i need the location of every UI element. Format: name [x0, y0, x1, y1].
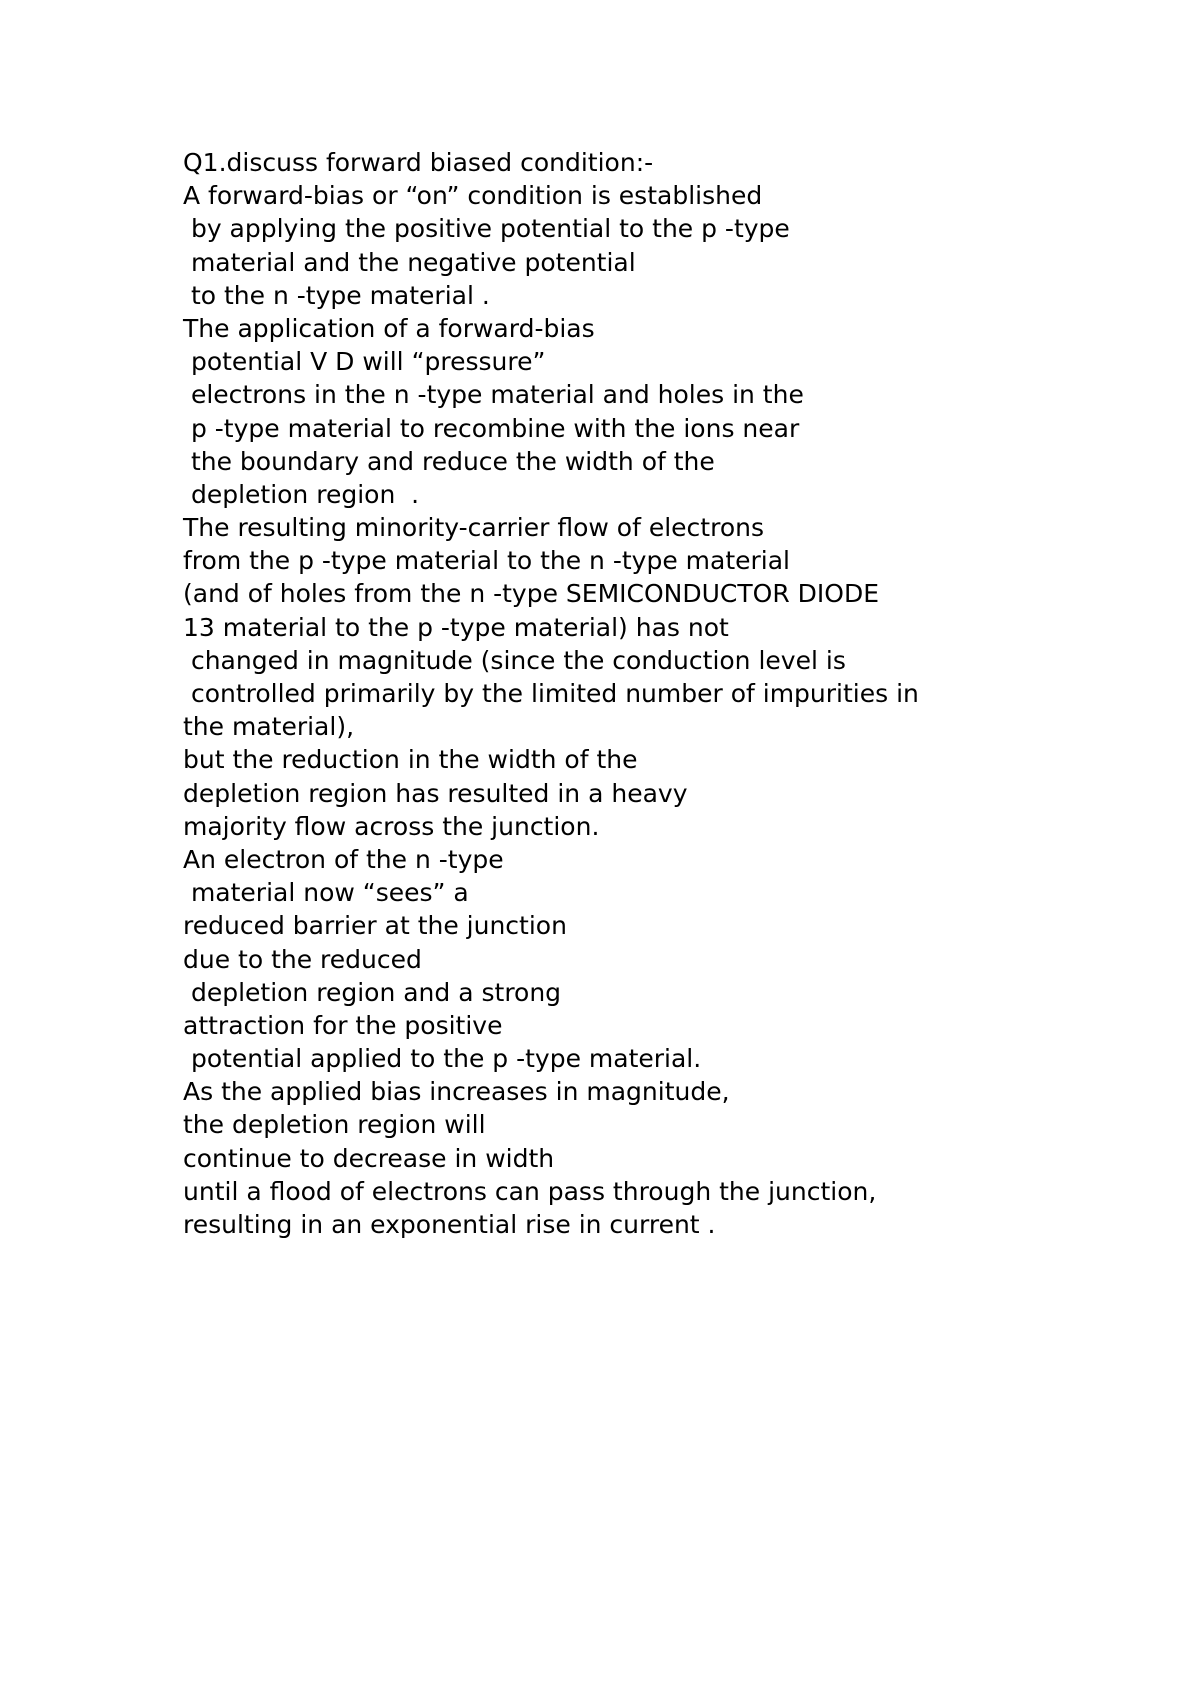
- document-body: [183, 146, 1143, 1241]
- document-line: The application of a forward-bias: [183, 313, 595, 343]
- document-line: electrons in the n -type material and holes in the: [183, 380, 804, 410]
- document-line: from the p -type material to the n -type material: [183, 546, 790, 576]
- document-line: attraction for the positive: [183, 1010, 503, 1040]
- document-line: the material),: [183, 712, 355, 742]
- document-line: reduced barrier at the junction: [183, 911, 567, 941]
- document-line: A forward-bias or “on” condition is established: [183, 181, 763, 211]
- document-line: the depletion region will: [183, 1110, 486, 1140]
- document-line: depletion region and a strong: [183, 977, 562, 1007]
- document-line: depletion region .: [183, 479, 420, 509]
- document-line: The resulting minority-carrier flow of electrons: [183, 513, 764, 543]
- document-line: potential applied to the p -type material.: [183, 1044, 702, 1074]
- document-line: depletion region has resulted in a heavy: [183, 778, 688, 808]
- document-line: controlled primarily by the limited number of impurities in: [183, 679, 919, 708]
- document-line: the boundary and reduce the width of the: [183, 446, 715, 476]
- document-line: majority flow across the junction.: [183, 811, 600, 841]
- document-line: due to the reduced: [183, 944, 422, 974]
- document-line: material now “sees” a: [183, 878, 469, 908]
- document-line: potential V D will “pressure”: [183, 347, 546, 377]
- document-line: but the reduction in the width of the: [183, 745, 638, 775]
- document-line: until a flood of electrons can pass through the junction,: [183, 1176, 877, 1206]
- question-heading: Q1.discuss forward biased condition:-: [183, 148, 654, 177]
- document-line: resulting in an exponential rise in current .: [183, 1210, 716, 1239]
- document-line: continue to decrease in width: [183, 1143, 555, 1173]
- document-line: An electron of the n -type: [183, 844, 504, 874]
- document-line: to the n -type material .: [183, 280, 490, 310]
- document-line: (and of holes from the n -type SEMICONDUCTOR DIODE: [183, 579, 879, 609]
- document-line: 13 material to the p -type material) has not: [183, 612, 729, 642]
- document-line: p -type material to recombine with the ions near: [183, 413, 800, 443]
- document-line: changed in magnitude (since the conduction level is: [183, 645, 846, 675]
- document-line: by applying the positive potential to the p -type: [183, 214, 790, 244]
- document-line: As the applied bias increases in magnitude,: [183, 1077, 730, 1107]
- document-line: material and the negative potential: [183, 247, 636, 277]
